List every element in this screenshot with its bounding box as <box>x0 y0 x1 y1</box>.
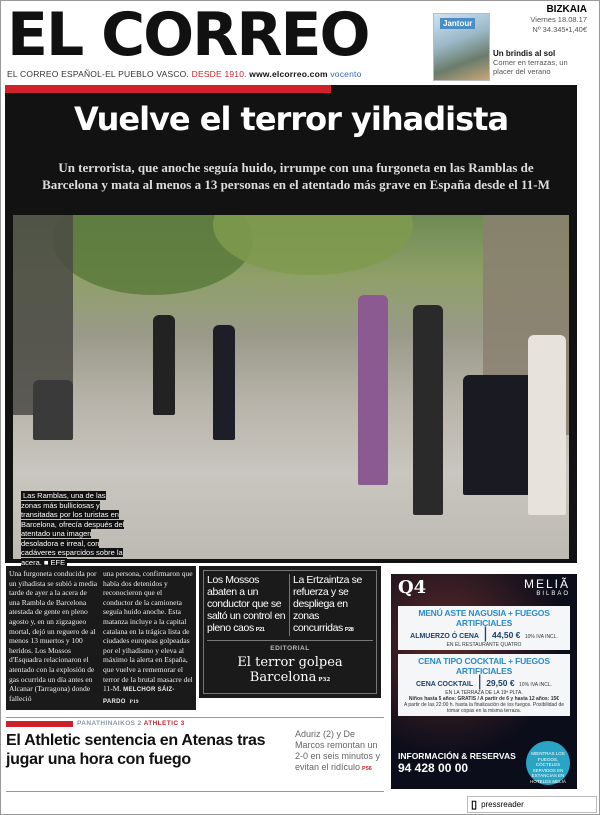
offer-note: EN EL RESTAURANTE QUATRO <box>446 642 522 648</box>
story-column-1: Una furgoneta conducida por un yihadista se subió a media tarde de ayer a la acera de una Rambla de Barcelona atestada de gente en pleno agosto y, en un zigzagueo mortal, dejó un reguero de al menos 13 muertos y 100 heridos. Los Mossos d'Esquadra relacionaron el atentado con la explosión de gas ocurrida un día antes en Alcanar (Tarragona) donde falleció <box>9 569 98 703</box>
ad-offer-2: CENA TIPO COCKTAIL + FUEGOS ARTIFICIALES CENA COCKTAIL | 29,50 € 10% IVA INCL. EN LA TERRAZA DE LA 19ª PLTA. Niños hasta 5 años: GRATIS / A partir de 6 y hasta 12 años: 15€ A partir de las 22:00 h. hasta la finalización de los fuegos. Posibilidad de tomar copas en la misma terraza. <box>398 654 570 716</box>
related-story-text: La Ertzaintza se refuerza y se despliega en zonas concurridas <box>293 574 362 634</box>
page-ref: P19 <box>129 698 139 705</box>
ad-logo: Q4 <box>398 577 427 598</box>
promo-text: Comer en terrazas, un placer del verano <box>493 58 568 76</box>
team-1-score: PANATHINAIKOS 2 <box>77 720 142 727</box>
accent-bar <box>6 721 73 727</box>
page-ref: P21 <box>255 627 265 633</box>
offer-line: CENA COCKTAIL <box>415 681 474 688</box>
vocento-logo: vocento <box>330 69 362 79</box>
offer-tax: 10% IVA INCL. <box>524 634 558 640</box>
related-story-text: Los Mossos abaten a un conductor que se saltó un control en pleno caos <box>207 574 286 634</box>
ad-phone[interactable]: 94 428 00 00 <box>398 761 469 775</box>
story-column-2 <box>103 569 193 707</box>
masthead-logo: EL CORREO <box>7 0 369 70</box>
promo-title: Un brindis al sol <box>493 49 556 58</box>
offer-title: MENÚ ASTE NAGUSIA + FUEGOS ARTIFICIALES <box>418 608 550 628</box>
editorial-title-text: El terror golpea Barcelona <box>237 655 343 685</box>
ad-brand <box>524 578 570 598</box>
offer-line: ALMUERZO Ó CENA <box>410 633 479 640</box>
promo-image[interactable] <box>433 13 490 81</box>
lead-story-text <box>6 566 196 710</box>
photo-caption <box>21 491 125 567</box>
offer-title: CENA TIPO COCKTAIL + FUEGOS ARTIFICIALES <box>418 656 550 676</box>
caption-text: Las Ramblas, una de las zonas más bulliciosas y transitadas por los turistas en Barcelona, ofrecía después del atentado una imagen desoladora e irreal, con cadáveres esparcidos sobre la acera. ■ EFE <box>21 491 125 567</box>
sports-dek-text: Aduriz (2) y De Marcos remontan un 2-0 en seis minutos y evitan el ridículo <box>295 729 381 772</box>
related-story[interactable] <box>289 574 373 636</box>
page-ref: P32 <box>318 677 331 683</box>
sports-headline[interactable]: El Athletic sentencia en Atenas tras jugar una hora con fuego <box>6 732 266 768</box>
ad-offer-1: MENÚ ASTE NAGUSIA + FUEGOS ARTIFICIALES ALMUERZO Ó CENA | 44,50 € 10% IVA INCL. EN EL RESTAURANTE QUATRO <box>398 606 570 650</box>
related-stories <box>199 566 381 698</box>
edition-date: Viernes 18.08.17 <box>530 15 587 24</box>
pressreader-label: pressreader <box>481 800 524 809</box>
ad-city: BILBAO <box>536 591 570 597</box>
sports-dek <box>295 729 385 775</box>
lead-subhead: Un terrorista, que anoche seguía huido, irrumpe con una furgoneta en las Ramblas de Barcelona y mata al menos a 13 personas en el atentado más grave en España desde el 11-M <box>42 160 550 192</box>
page-ref: P28 <box>344 627 354 633</box>
offer-price: 29,50 € <box>486 678 515 688</box>
offer-extra: A partir de las 22:00 h. hasta la finalización de los fuegos. Posibilidad de tomar copas en la misma terraza. <box>403 702 565 714</box>
related-story[interactable] <box>207 574 287 636</box>
advertisement[interactable] <box>391 574 577 789</box>
edition-region: BIZKAIA <box>546 4 587 15</box>
ad-brand-name: MELIÃ <box>523 577 570 591</box>
byline: MELCHOR SÁIZ-PARDO <box>103 687 175 705</box>
team-2-score: ATHLETIC 3 <box>143 720 185 727</box>
masthead-tagline <box>7 69 362 79</box>
offer-price: 44,50 € <box>492 630 521 640</box>
lead-headline: Vuelve el terror yihadista <box>73 100 509 138</box>
editorial-title[interactable] <box>207 655 373 690</box>
edition-info <box>530 4 587 35</box>
website-link[interactable]: www.elcorreo.com <box>249 69 328 79</box>
story-column-2-text: una persona, confirmaron que había dos detenidos y reconocieron que el conductor de la camioneta seguía huido anoche. Esta matanza incluye a la capital catalana en la trágica lista de ciudades europeas golpeadas por el yihadismo y eleva al máximo la alerta en España, que vuelve a rememorar el terror de la brutal masacre del 11-M. <box>103 569 193 694</box>
pressreader-icon: ▯ <box>471 799 478 811</box>
page-ref: P56 <box>362 766 372 772</box>
accent-bar <box>5 85 331 93</box>
offer-tax: 10% IVA INCL. <box>519 682 553 688</box>
editorial-label: EDITORIAL <box>270 645 310 652</box>
match-score <box>77 720 185 727</box>
since-text: DESDE 1910. <box>191 69 247 79</box>
ad-badge: MIENTRAS LOS FUEGOS, CÓCTELES SERVIDOS EN ESTANCIAS EN HOTELES MELIÁ <box>526 741 570 785</box>
tagline-text: EL CORREO ESPAÑOL-EL PUEBLO VASCO. <box>7 69 190 79</box>
divider <box>6 717 384 718</box>
divider <box>6 791 384 792</box>
ad-info: INFORMACIÓN & RESERVAS <box>398 751 516 761</box>
pressreader-badge[interactable] <box>467 796 597 813</box>
edition-issue: Nº 34.345•1,40€ <box>532 25 587 34</box>
offer-note: EN LA TERRAZA DE LA 19ª PLTA. <box>445 690 523 696</box>
offer-kids: Niños hasta 5 años: GRATIS / A partir de 6 y hasta 12 años: 15€ <box>408 696 560 702</box>
promo-brand: Jantour <box>440 18 475 29</box>
